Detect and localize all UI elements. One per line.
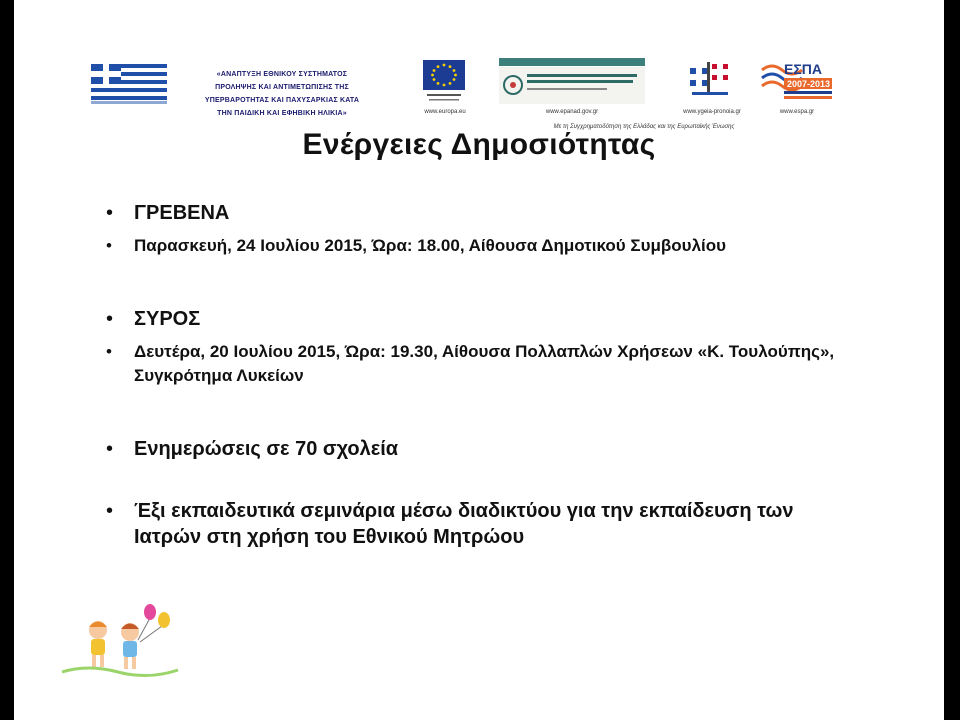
bullet-school-briefings: • Ενημερώσεις σε 70 σχολεία — [106, 436, 866, 462]
greek-flag-logo — [91, 64, 167, 104]
espa-years: 2007-2013 — [787, 79, 831, 89]
project-line: ΤΗΝ ΠΑΙΔΙΚΗ ΚΑΙ ΕΦΗΒΙΚΗ ΗΛΙΚΙΑ» — [217, 110, 347, 117]
eu-url: www.europa.eu — [424, 109, 466, 115]
project-line: ΥΠΕΡΒΑΡΟΤΗΤΑΣ ΚΑΙ ΠΑΧΥΣΑΡΚΙΑΣ ΚΑΤΑ — [204, 97, 360, 104]
espa-logo — [760, 58, 834, 104]
slide-title: Ενέργειες Δημοσιότητας — [302, 128, 656, 161]
project-title-text — [182, 68, 382, 120]
bullet-list — [106, 200, 866, 550]
slide — [14, 0, 944, 720]
operational-programme-logo — [499, 58, 645, 104]
health-ministry-logo — [690, 60, 730, 100]
project-line: «ΑΝΑΠΤΥΞΗ ΕΘΝΙΚΟΥ ΣΥΣΤΗΜΑΤΟΣ — [216, 71, 348, 78]
bullet-grevena-details: • Παρασκευή, 24 Ιουλίου 2015, Ώρα: 18.00, Αίθουσα Δημοτικού Συμβουλίου — [106, 234, 866, 258]
children-balloons-illustration — [58, 600, 188, 680]
op-url: www.epanad.gov.gr — [545, 109, 599, 115]
cofunding-statement: Με τη Συγχρηματοδότηση της Ελλάδας και της Ευρωπαϊκής Ένωσης — [553, 124, 735, 130]
bullet-grevena: • ΓΡΕΒΕΝΑ — [106, 200, 866, 226]
espa-label: ΕΣΠΑ — [784, 61, 822, 77]
bullet-webinars: • Έξι εκπαιδευτικά σεμινάρια μέσω διαδικτύου για την εκπαίδευση των Ιατρών στη χρήση του Εθνικού Μητρώου — [106, 498, 866, 550]
project-line: ΠΡΟΛΗΨΗΣ ΚΑΙ ΑΝΤΙΜΕΤΩΠΙΣΗΣ ΤΗΣ — [215, 84, 349, 91]
bullet-syros-details: • Δευτέρα, 20 Ιουλίου 2015, Ώρα: 19.30, Αίθουσα Πολλαπλών Χρήσεων «Κ. Τουλούπης», Συγκρότημα Λυκείων — [106, 340, 866, 388]
health-ministry-url: www.ygeia-pronoia.gr — [683, 109, 741, 115]
bullet-syros: • ΣΥΡΟΣ — [106, 306, 866, 332]
espa-url: www.espa.gr — [779, 109, 815, 115]
